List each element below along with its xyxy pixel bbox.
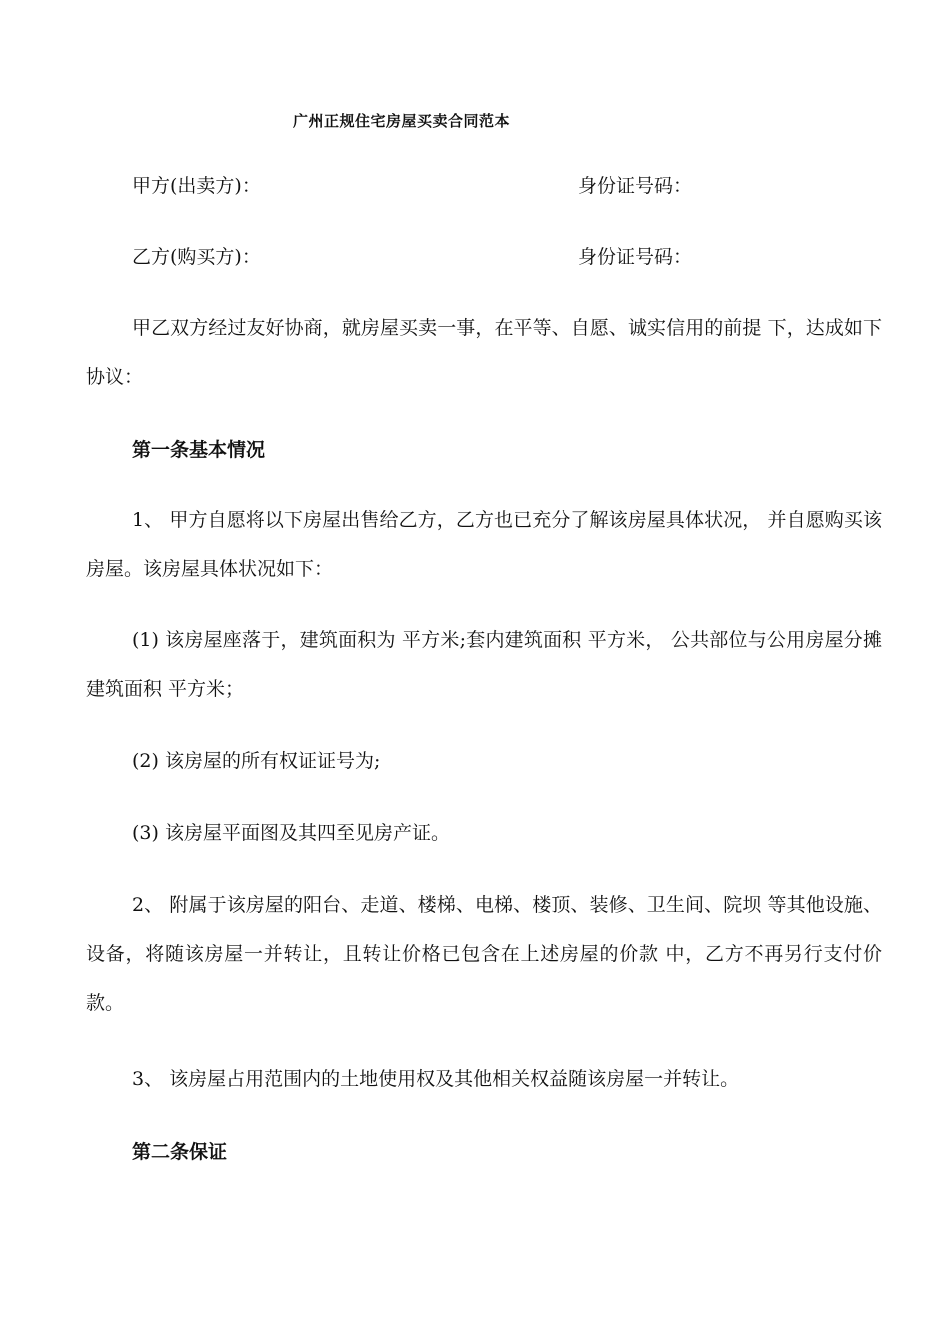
article1-item1: 1、 甲方自愿将以下房屋出售给乙方，乙方也已充分了解该房屋具体状况， 并自愿购买该房屋。该房屋具体状况如下： [86,509,882,580]
article1-heading: 第一条基本情况 [132,439,266,461]
buyer-label: 乙方(购买方)： [132,246,261,268]
article1-sub2: (2) 该房屋的所有权证证号为; [132,750,381,772]
article1-sub1: (1) 该房屋座落于，建筑面积为 平方米;套内建筑面积 平方米， 公共部位与公用房屋分摊建筑面积 平方米； [86,629,882,700]
article1-sub3: (3) 该房屋平面图及其四至见房产证。 [132,822,450,844]
document-title: 广州正规住宅房屋买卖合同范本 [293,112,511,130]
seller-label: 甲方(出卖方)： [132,175,261,197]
article2-heading: 第二条保证 [132,1141,228,1163]
seller-id-label: 身份证号码： [578,175,693,197]
article1-item3: 3、 该房屋占用范围内的土地使用权及其他相关权益随该房屋一并转让。 [132,1068,740,1090]
article1-item2: 2、 附属于该房屋的阳台、走道、楼梯、电梯、楼顶、装修、卫生间、院坝 等其他设施、设备，将随该房屋一并转让，且转让价格已包含在上述房屋的价款 中，乙方不再另行支付价款。 [86,894,882,1014]
intro-paragraph: 甲乙双方经过友好协商，就房屋买卖一事，在平等、自愿、诚实信用的前提 下，达成如下协议： [86,317,882,388]
buyer-id-label: 身份证号码： [578,246,693,268]
